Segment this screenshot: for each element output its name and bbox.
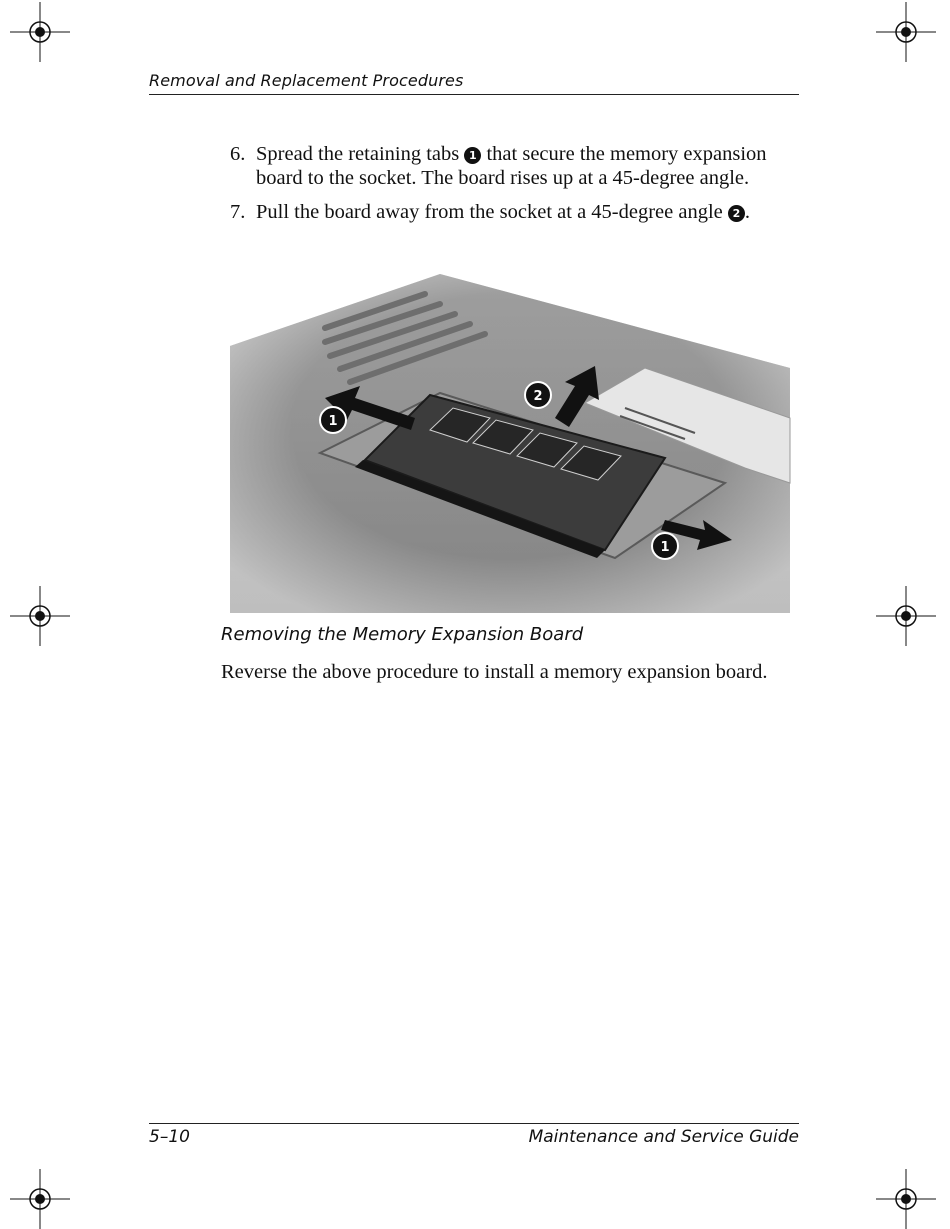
page-footer bbox=[149, 1123, 799, 1147]
page-number: 5–10 bbox=[149, 1127, 190, 1147]
step-text-part: Pull the board away from the socket at a 45-degree angle bbox=[256, 201, 728, 223]
step-number: 6. bbox=[230, 143, 246, 165]
step-text-part: Spread the retaining tabs bbox=[256, 143, 465, 165]
step-text bbox=[256, 143, 800, 190]
book-title: Maintenance and Service Guide bbox=[528, 1127, 799, 1147]
registration-mark-middle-left bbox=[10, 586, 70, 646]
step-text-part: that secure the memory expansion board to the socket. The board rises up at a 45-degree angle. bbox=[256, 143, 767, 189]
registration-mark-bottom-right bbox=[876, 1169, 936, 1229]
registration-mark-bottom-left bbox=[10, 1169, 70, 1229]
running-header: Removal and Replacement Procedures bbox=[149, 71, 799, 95]
step-6 bbox=[230, 143, 800, 190]
figure-callout-1: 1 bbox=[328, 414, 338, 429]
figure-callout-3: 1 bbox=[660, 540, 670, 555]
procedure-steps bbox=[230, 143, 800, 236]
step-7 bbox=[230, 201, 800, 225]
registration-mark-middle-right bbox=[876, 586, 936, 646]
callout-marker: 1 bbox=[464, 147, 481, 164]
step-text-part: . bbox=[744, 201, 751, 223]
figure-callout-2: 2 bbox=[533, 389, 543, 404]
body-paragraph: Reverse the above procedure to install a memory expansion board. bbox=[221, 661, 768, 683]
step-text bbox=[256, 201, 800, 225]
memory-board-illustration bbox=[225, 268, 795, 618]
step-number: 7. bbox=[230, 201, 246, 223]
figure-caption: Removing the Memory Expansion Board bbox=[221, 624, 584, 645]
registration-mark-top-left bbox=[10, 2, 70, 62]
callout-marker: 2 bbox=[728, 205, 745, 222]
registration-mark-top-right bbox=[876, 2, 936, 62]
